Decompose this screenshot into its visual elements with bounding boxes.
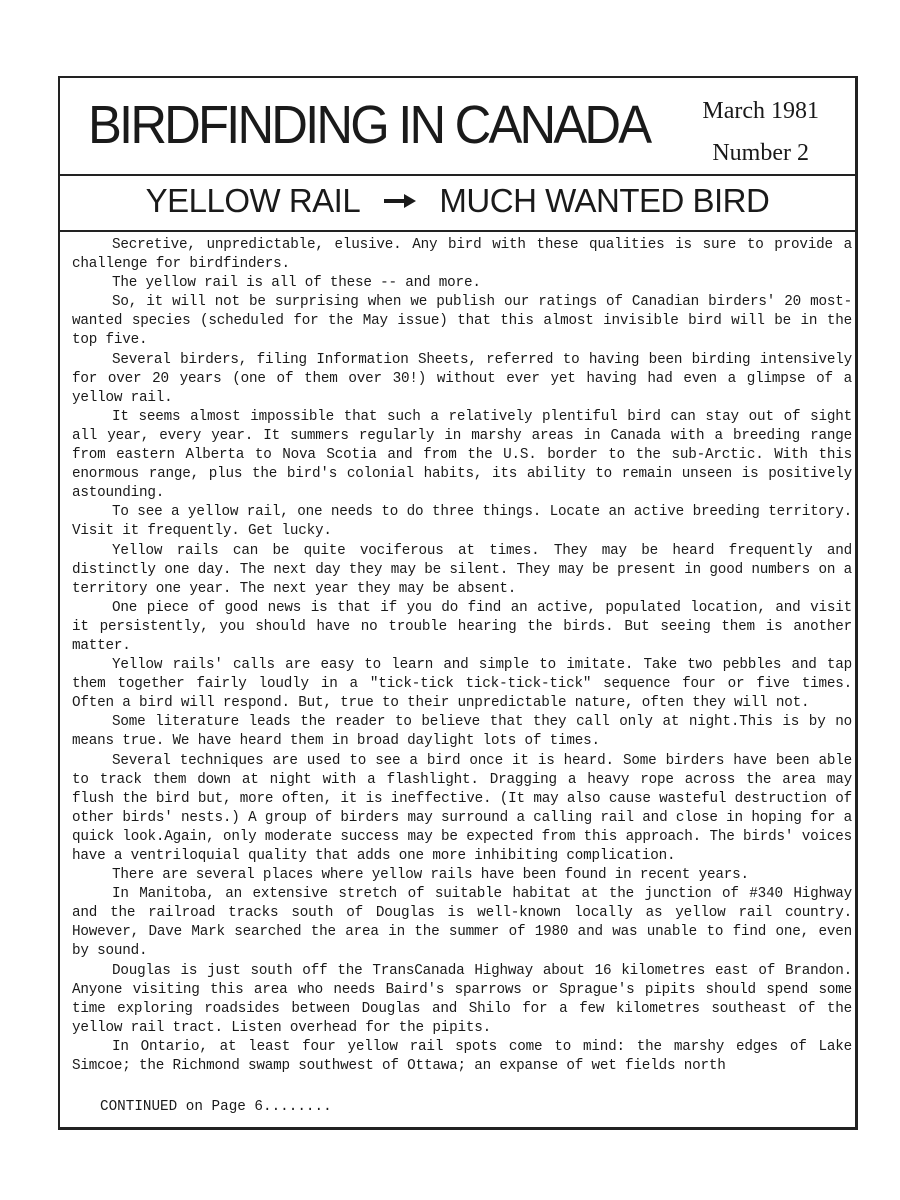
headline-left: YELLOW RAIL <box>145 182 361 219</box>
article-paragraph: It seems almost impossible that such a relatively plentiful bird can stay out of sight all year, every year. It summers regularly in marshy areas in Canada with a breeding range from eastern Alberta to Nova Scotia and from the U.S. border to the sub-Arctic. With this enormous range, plus the bird's colonial habits, its ability to remain unseen is positively astounding. <box>72 408 852 502</box>
article-paragraph: Secretive, unpredictable, elusive. Any bird with these qualities is sure to provide a challenge for birdfinders. <box>72 237 852 273</box>
article-paragraph: Douglas is just south off the TransCanada Highway about 16 kilometres east of Brandon. Anyone visiting this area who needs Baird's sparrows or Sprague's pipits should spend some time exploring roadsides between Douglas and Shilo for a few kilometres southeast of the yellow rail tract. Listen overhead for the pipits. <box>72 962 852 1036</box>
article-paragraph: There are several places where yellow rails have been found in recent years. <box>112 867 749 884</box>
newsletter-title: BIRDFINDING IN CANADA <box>88 95 650 155</box>
article-paragraph: The yellow rail is all of these -- and more. <box>112 275 481 292</box>
newsletter-frame <box>58 76 858 1130</box>
issue-number: Number 2 <box>712 140 809 166</box>
issue-date: March 1981 <box>702 98 819 124</box>
article-paragraph: So, it will not be surprising when we publish our ratings of Canadian birders' 20 most-wanted species (scheduled for the May issue) that this almost invisible bird will be in the top five. <box>72 294 852 349</box>
article-paragraph: One piece of good news is that if you do find an active, populated location, and visit it persistently, you should have no trouble hearing the birds. But seeing them is another matter. <box>72 599 852 654</box>
headline-right: MUCH WANTED BIRD <box>439 182 770 219</box>
headline <box>60 174 855 232</box>
continued-note: CONTINUED on Page 6........ <box>100 1099 332 1115</box>
article-paragraph: Yellow rails can be quite vociferous at times. They may be heard frequently and distinctly one day. The next day they may be silent. They may be present in good numbers on a territory one year. The next year they may be absent. <box>72 542 852 597</box>
article-paragraph: Several techniques are used to see a bird once it is heard. Some birders have been able to track them down at night with a flashlight. Dragging a heavy rope across the area may flush the bird but, more often, it is ineffective. (It may also cause wasteful destruction of other birds' nests.) A group of birders may surround a calling rail and close in hoping for a quick look.Again, only moderate success may be expected from this approach. The birds' voices have a ventriloquial quality that adds one more inhibiting complication. <box>72 752 852 864</box>
article-paragraph: In Ontario, at least four yellow rail spots come to mind: the marshy edges of Lake Simcoe; the Richmond swamp southwest of Ottawa; an expanse of wet fields north <box>72 1038 852 1075</box>
article-body <box>72 236 852 1076</box>
article-paragraph: Yellow rails' calls are easy to learn and simple to imitate. Take two pebbles and tap them together fairly loudly in a "tick-tick tick-tick-tick" sequence four or five times. Often a bird will respond. But, true to their unpredictable nature, often they will not. <box>72 657 852 712</box>
arrow-icon <box>382 193 418 209</box>
article-paragraph: Several birders, filing Information Sheets, referred to having been birding intensively for over 20 years (one of them over 30!) without ever yet having had even a glimpse of a yellow rail. <box>72 351 852 406</box>
masthead <box>60 78 855 176</box>
article-paragraph: Some literature leads the reader to believe that they call only at night.This is by no means true. We have heard them in broad daylight lots of times. <box>72 714 852 750</box>
article-paragraph: In Manitoba, an extensive stretch of suitable habitat at the junction of #340 Highway and the railroad tracks south of Douglas is well-known locally as yellow rail country. However, Dave Mark searched the area in the summer of 1980 and was unable to find one, even by sound. <box>72 886 852 960</box>
article-paragraph: To see a yellow rail, one needs to do three things. Locate an active breeding territory. Visit it frequently. Get lucky. <box>72 504 852 540</box>
